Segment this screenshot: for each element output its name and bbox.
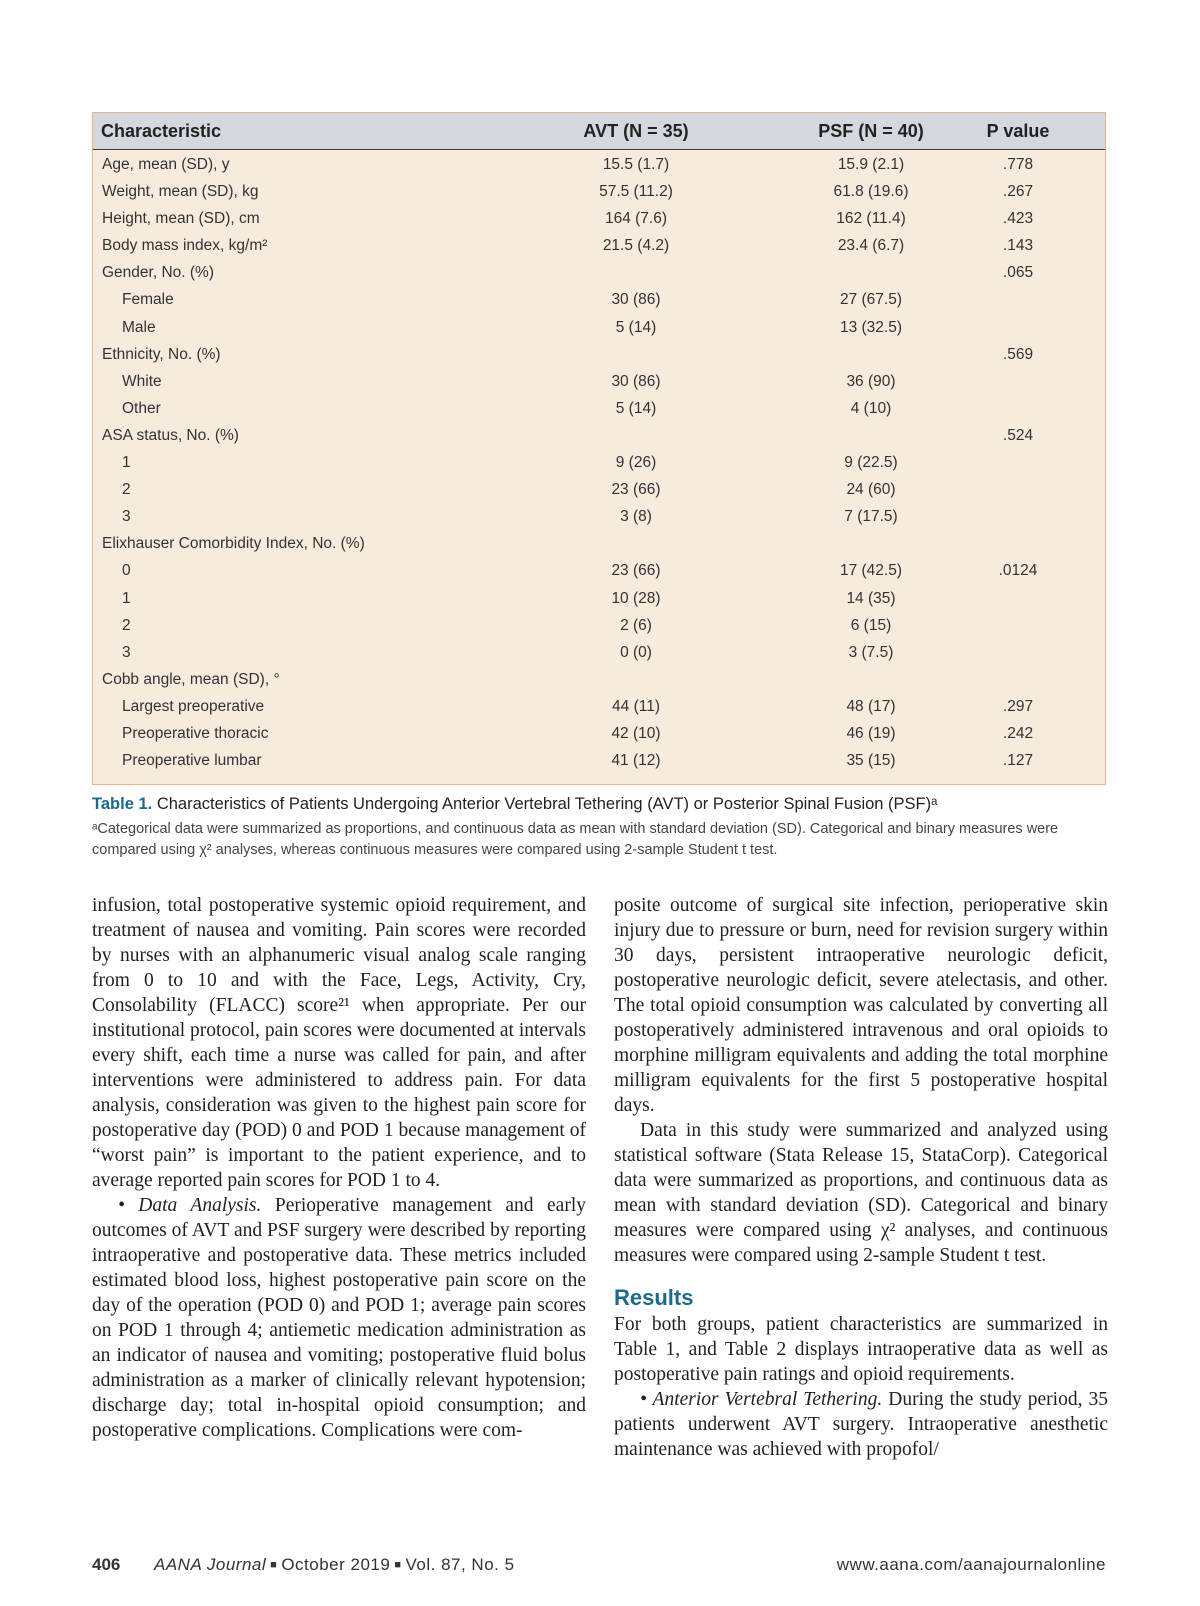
cell-p-value: .127 <box>1002 752 1034 770</box>
cell-p-value: .524 <box>1002 426 1034 444</box>
cell-psf: 35 (15) <box>846 752 896 770</box>
cell-p-value: .065 <box>1002 264 1034 282</box>
cell-characteristic: Body mass index, kg/m² <box>102 237 268 255</box>
issue-date: October 2019 <box>281 1555 391 1574</box>
right-column <box>614 893 1108 1462</box>
cell-avt: 41 (12) <box>611 752 661 770</box>
cell-avt: 5 (14) <box>615 399 657 417</box>
cell-characteristic: Largest preoperative <box>122 697 265 715</box>
paragraph-avt <box>614 1387 1108 1462</box>
cell-characteristic: 1 <box>122 454 131 472</box>
page-footer <box>92 1555 1106 1579</box>
cell-avt: 23 (66) <box>611 562 661 580</box>
table-caption <box>92 795 1112 814</box>
cell-avt: 10 (28) <box>611 589 661 607</box>
cell-characteristic: 3 <box>122 643 131 661</box>
cell-p-value: .0124 <box>998 562 1038 580</box>
table-row <box>93 749 1105 776</box>
cell-characteristic: White <box>122 372 162 390</box>
table-caption-text: Characteristics of Patients Undergoing Anterior Vertebral Tethering (AVT) or Posterior Spinal Fusion (PSF)ᵃ <box>156 795 938 813</box>
cell-characteristic: Gender, No. (%) <box>102 264 214 282</box>
cell-avt: 30 (86) <box>611 291 661 309</box>
cell-characteristic: Ethnicity, No. (%) <box>102 345 221 363</box>
run-in-heading: • Data Analysis. <box>118 1195 262 1216</box>
cell-characteristic: Cobb angle, mean (SD), ° <box>102 670 280 688</box>
table-row <box>93 668 1105 695</box>
cell-psf: 15.9 (2.1) <box>837 156 905 173</box>
table-header <box>93 113 1105 150</box>
cell-avt: 3 (8) <box>620 508 652 526</box>
table-row <box>93 695 1105 722</box>
table-row <box>93 641 1105 668</box>
cell-avt: 21.5 (4.2) <box>602 237 670 255</box>
separator-icon: ■ <box>394 1559 402 1571</box>
table-row <box>93 587 1105 614</box>
cell-psf: 46 (19) <box>846 724 896 742</box>
paragraph-data-analysis <box>92 1193 586 1443</box>
table-row <box>93 532 1105 559</box>
table-row <box>93 343 1105 370</box>
cell-characteristic: 3 <box>122 508 131 526</box>
section-heading-results: Results <box>614 1285 694 1310</box>
cell-characteristic: 2 <box>122 481 131 499</box>
table-caption-label: Table 1. <box>92 795 153 813</box>
run-in-heading: • Anterior Vertebral Tethering. <box>640 1389 883 1410</box>
cell-characteristic: Male <box>122 318 156 336</box>
table-row <box>93 207 1105 234</box>
table-row <box>93 614 1105 641</box>
cell-characteristic: Elixhauser Comorbidity Index, No. (%) <box>102 535 365 553</box>
table-row <box>93 288 1105 315</box>
cell-characteristic: 0 <box>122 562 131 580</box>
cell-characteristic: Preoperative lumbar <box>122 752 262 770</box>
cell-psf: 6 (15) <box>850 616 892 634</box>
table-footnote: ᵃCategorical data were summarized as proportions, and continuous data as mean with standard deviation (SD). Categorical and binary measures were compared using χ² analyses, whereas continuous measures were compared using 2-sample Student t test. <box>92 821 1059 858</box>
separator-icon: ■ <box>270 1559 278 1571</box>
table-body <box>93 153 1105 776</box>
table-row <box>93 424 1105 451</box>
cell-psf: 3 (7.5) <box>848 643 894 661</box>
table-row <box>93 478 1105 505</box>
column-header-psf: PSF (N = 40) <box>818 121 924 141</box>
table-row <box>93 234 1105 261</box>
paragraph: infusion, total postoperative systemic opioid requirement, and treatment of nausea and vomiting. Pain scores were recorded by nurses with an alphanumeric visual analog scale ranging from 0 to 10 and with the Face, Legs, Activity, Cry, Consolability (FLACC) score²¹ when appropriate. Per our institutional protocol, pain scores were documented at intervals every shift, each time a nurse was called for pain, and after interventions were administered to address pain. For data analysis, consideration was given to the highest pain score for postoperative day (POD) 0 and POD 1 because management of “worst pain” is important to the patient experience, and to average reported pain scores for POD 1 to 4. <box>92 895 586 1191</box>
cell-psf: 9 (22.5) <box>844 454 898 472</box>
table-row <box>93 505 1105 532</box>
cell-psf: 7 (17.5) <box>844 508 898 526</box>
cell-psf: 36 (90) <box>846 372 896 390</box>
column-header-avt: AVT (N = 35) <box>583 121 689 141</box>
cell-p-value: .778 <box>1002 156 1034 173</box>
cell-p-value: .267 <box>1002 183 1034 201</box>
cell-characteristic: 2 <box>122 616 131 634</box>
column-header-characteristic: Characteristic <box>101 121 222 141</box>
journal-name: AANA Journal <box>154 1555 267 1574</box>
table-row <box>93 261 1105 288</box>
cell-avt: 2 (6) <box>620 616 652 634</box>
journal-citation <box>154 1555 515 1575</box>
volume: Vol. 87, No. 5 <box>405 1555 515 1574</box>
cell-characteristic: Preoperative thoracic <box>122 724 269 742</box>
cell-p-value: .297 <box>1002 697 1034 715</box>
cell-p-value: .423 <box>1002 210 1034 228</box>
table-row <box>93 559 1105 586</box>
cell-avt: 44 (11) <box>612 697 660 715</box>
page-number: 406 <box>92 1555 121 1574</box>
cell-p-value: .242 <box>1002 724 1034 742</box>
left-column <box>92 893 586 1443</box>
cell-p-value: .569 <box>1002 345 1034 363</box>
cell-psf: 13 (32.5) <box>839 318 903 336</box>
cell-psf: 48 (17) <box>846 697 896 715</box>
table-row <box>93 153 1105 180</box>
table-row <box>93 722 1105 749</box>
cell-psf: 61.8 (19.6) <box>833 183 909 201</box>
table-row <box>93 316 1105 343</box>
cell-psf: 17 (42.5) <box>839 562 903 580</box>
cell-characteristic: Other <box>122 399 161 417</box>
cell-avt: 164 (7.6) <box>604 210 668 228</box>
table-row <box>93 370 1105 397</box>
table-row <box>93 397 1105 424</box>
paragraph-text: Perioperative management and early outcomes of AVT and PSF surgery were described by reporting intraoperative and postoperative data. These metrics included estimated blood loss, highest postoperative pain score on the day of the operation (POD 0) and POD 1; average pain scores on POD 1 through 4; antiemetic medication administration as an indicator of nausea and vomiting; postoperative fluid bolus administration as a marker of clinically relevant hypotension; discharge day; total in-hospital opioid consumption; and postoperative complications. Complications were com- <box>92 1195 586 1441</box>
table-1 <box>92 112 1106 785</box>
cell-avt: 57.5 (11.2) <box>599 183 673 201</box>
cell-characteristic: ASA status, No. (%) <box>102 426 239 444</box>
cell-avt: 9 (26) <box>615 454 657 472</box>
cell-avt: 30 (86) <box>611 372 661 390</box>
cell-psf: 14 (35) <box>846 589 896 607</box>
cell-avt: 5 (14) <box>615 318 657 336</box>
cell-characteristic: Weight, mean (SD), kg <box>102 183 259 201</box>
cell-psf: 24 (60) <box>846 481 896 499</box>
paragraph: Data in this study were summarized and analyzed using statistical software (Stata Release 15, StataCorp). Categorical data were summarized as proportions, and continuous data as mean with standard deviation (SD). Categorical and binary measures were compared using χ² analyses, and continuous measures were compared using 2-sample Student t test. <box>614 1120 1108 1266</box>
column-header-p-value: P value <box>986 121 1050 141</box>
cell-avt: 15.5 (1.7) <box>602 156 670 173</box>
cell-psf: 162 (11.4) <box>836 210 906 228</box>
journal-url[interactable]: www.aana.com/aanajournalonline <box>836 1555 1106 1574</box>
cell-characteristic: Height, mean (SD), cm <box>102 210 260 228</box>
cell-characteristic: Age, mean (SD), y <box>102 156 230 173</box>
table-row <box>93 180 1105 207</box>
cell-psf: 27 (67.5) <box>839 291 903 309</box>
cell-psf: 23.4 (6.7) <box>837 237 905 255</box>
cell-psf: 4 (10) <box>850 399 892 417</box>
cell-avt: 42 (10) <box>611 724 661 742</box>
cell-characteristic: 1 <box>122 589 131 607</box>
cell-p-value: .143 <box>1002 237 1034 255</box>
table-row <box>93 451 1105 478</box>
paragraph: For both groups, patient characteristics are summarized in Table 1, and Table 2 displays intraoperative data as well as postoperative pain ratings and opioid requirements. <box>614 1314 1108 1385</box>
cell-characteristic: Female <box>122 291 174 309</box>
paragraph-text: During the study period, 35 patients underwent AVT surgery. Intraoperative anesthetic maintenance was achieved with propofol/ <box>614 1389 1109 1460</box>
paragraph: posite outcome of surgical site infection, perioperative skin injury due to pressure or burn, need for revision surgery within 30 days, persistent intraoperative neurologic deficit, postoperative neurologic deficit, severe atelectasis, and other. The total opioid consumption was calculated by converting all postoperatively administered intravenous and oral opioids to morphine milligram equivalents and adding the total morphine milligram equivalents for the first 5 postoperative hospital days. <box>614 895 1108 1116</box>
cell-avt: 23 (66) <box>611 481 661 499</box>
cell-avt: 0 (0) <box>620 643 652 661</box>
